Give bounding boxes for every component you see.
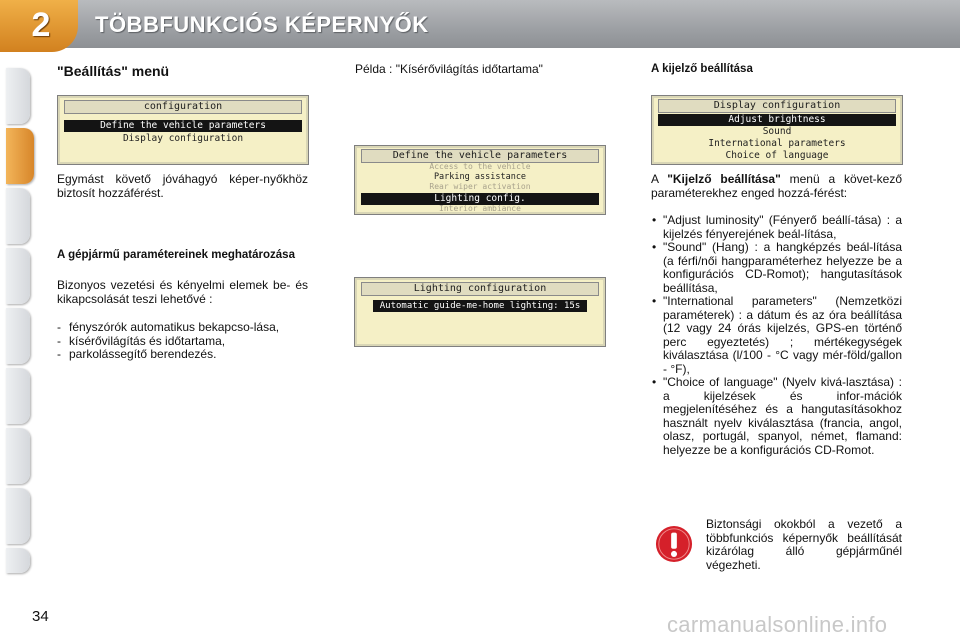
screen-line: Rear wiper activation [429, 182, 531, 191]
warning-text: Biztonsági okokból a vezető a többfunkciós képernyők beállítását kizárólag álló gépjárműnél végezheti. [706, 517, 902, 572]
display-config-screen [651, 95, 903, 165]
chapter-number: 2 [31, 6, 51, 44]
screen-title: Lighting configuration [361, 282, 599, 296]
intro-text: Egymást követő jóváhagyó képer-nyőkhöz biztosít hozzáférést. [57, 172, 308, 200]
vehicle-params-heading: A gépjármű paramétereinek meghatározása [57, 249, 295, 261]
list-item: - kísérővilágítás és időtartama, [57, 335, 308, 349]
side-tab[interactable] [6, 248, 30, 304]
list-item: • "Sound" (Hang) : a hangképzés beál-lítása (a férfi/női hangparaméterhez helyezze be a konfigurációs CD-Romot); hangutasítások beállítása, [651, 241, 902, 295]
side-tab[interactable] [6, 368, 30, 424]
display-intro [651, 173, 902, 200]
screen-line: International parameters [708, 138, 846, 149]
page-title: TÖBBFUNKCIÓS KÉPERNYŐK [95, 12, 429, 37]
vehicle-params-list [57, 321, 308, 362]
menu-heading: "Beállítás" menü [57, 63, 170, 79]
display-heading: A kijelző beállítása [651, 63, 753, 75]
screen-title: Display configuration [658, 99, 896, 113]
warning-icon [655, 525, 693, 563]
screen-line: Display configuration [122, 133, 244, 144]
side-tab-active[interactable] [6, 128, 34, 184]
vehicle-params-text: Bizonyos vezetési és kényelmi elemek be- és kikapcsolását teszi lehetővé : [57, 278, 308, 306]
example-caption: Példa : "Kísérővilágítás időtartama" [355, 62, 543, 76]
intro-bold: "Kijelző beállítása" [667, 172, 781, 186]
intro-prefix: A [651, 172, 668, 186]
list-item: - parkolássegítő berendezés. [57, 348, 308, 362]
page-number: 34 [32, 608, 49, 625]
screen-line-selected: Adjust brightness [658, 114, 896, 126]
lighting-screen [354, 277, 606, 347]
watermark: carmanualsonline.info [667, 612, 888, 637]
list-item: • "Adjust luminosity" (Fényerő beállí-tása) : a kijelzés fényerejének beál-lítása, [651, 214, 902, 241]
side-tab[interactable] [6, 68, 30, 124]
screen-line-selected: Define the vehicle parameters [64, 120, 302, 132]
vehicle-params-screen [354, 145, 606, 215]
screen-line: Sound [762, 126, 792, 137]
side-tab[interactable] [6, 548, 30, 573]
screen-line: Interior ambiance [439, 204, 521, 213]
config-screen [57, 95, 309, 165]
screen-line: Choice of language [725, 150, 829, 161]
display-options-list [651, 214, 902, 457]
side-tab-strip [6, 68, 32, 573]
screen-title: configuration [64, 100, 302, 114]
screen-title: Define the vehicle parameters [361, 149, 599, 163]
screen-line: Access to the vehicle [429, 162, 531, 171]
side-tab[interactable] [6, 308, 30, 364]
side-tab[interactable] [6, 188, 30, 244]
screen-line-selected: Automatic guide-me-home lighting: 15s [373, 300, 587, 312]
list-item: • "International parameters" (Nemzetközi paraméterek) : a dátum és az óra beállítása (12 vagy 24 órás kijelzés, GPS-en történő perc egyeztetés) ; mértékegységek kiválasztása (l/100 - °C vagy mér-föld/gallon - °F), [651, 295, 902, 376]
screen-line-selected: Lighting config. [361, 193, 599, 205]
screen-line: Parking assistance [433, 172, 527, 182]
list-item: - fényszórók automatikus bekapcso-lása, [57, 321, 308, 335]
list-item: • "Choice of language" (Nyelv kivá-lasztása) : a kijelzések és infor-mációk megjelenítéséhez és a hangutasításokhoz használt nyelv kiválasztása (francia, angol, olasz, portugál, spanyol, német, flamand: helyezze be a konfigurációs CD-Romot. [651, 376, 902, 457]
side-tab[interactable] [6, 428, 30, 484]
intro-suffix: menü a követ-kező paraméterekhez enged hozzá-férést: [651, 172, 902, 200]
side-tab[interactable] [6, 488, 30, 544]
